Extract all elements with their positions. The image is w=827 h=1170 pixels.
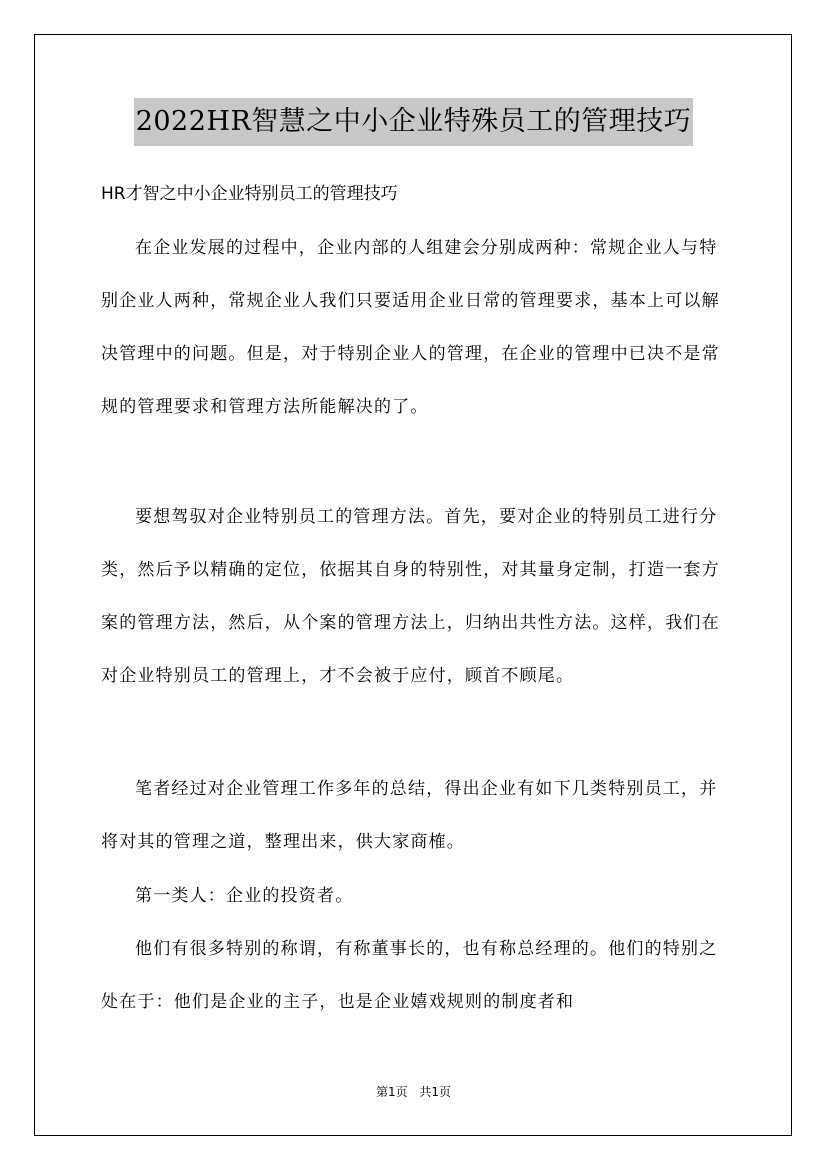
paragraph-1: 在企业发展的过程中，企业内部的人组建会分别成两种：常规企业人与特别企业人两种，常规企业人我们只要适用企业日常的管理要求，基本上可以解决管理中的问题。但是，对于特别企业人的管理，在企业的管理中已决不是常规的管理要求和管理方法所能解决的了。 — [101, 238, 720, 417]
page-number-current: 第1页 — [375, 1085, 408, 1099]
document-subtitle: HR才智之中小企业特别员工的管理技巧 — [101, 184, 398, 204]
page-footer — [0, 1083, 827, 1100]
paragraph-2: 要想驾驭对企业特别员工的管理方法。首先，要对企业的特别员工进行分类，然后予以精确的定位，依据其自身的特别性，对其量身定制，打造一套方案的管理方法，然后，从个案的管理方法上，归纳出共性方法。这样，我们在对企业特别员工的管理上，才不会被于应付，顾首不顾尾。 — [101, 507, 720, 686]
paragraph-3: 笔者经过对企业管理工作多年的总结，得出企业有如下几类特别员工，并将对其的管理之道，整理出来，供大家商榷。 — [101, 779, 718, 852]
paragraph-5: 他们有很多特别的称谓，有称董事长的，也有称总经理的。他们的特别之处在于：他们是企业的主子，也是企业嬉戏规则的制度者和 — [101, 939, 718, 1012]
document-title: 2022HR智慧之中小企业特殊员工的管理技巧 — [134, 98, 694, 146]
title-container — [0, 98, 827, 146]
paragraph-4: 第一类人：企业的投资者。 — [135, 886, 354, 906]
page-number-total: 共1页 — [419, 1085, 452, 1099]
